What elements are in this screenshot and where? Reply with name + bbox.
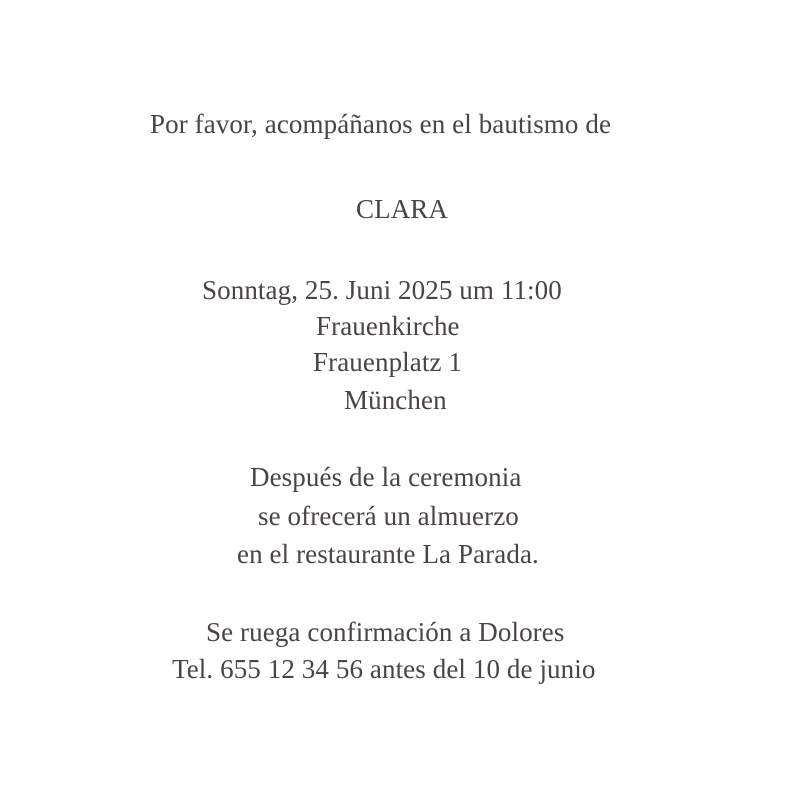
- event-city: München: [344, 385, 447, 415]
- event-street: Frauenplatz 1: [313, 347, 462, 377]
- reception-line-2: se ofrecerá un almuerzo: [258, 501, 519, 531]
- event-venue: Frauenkirche: [316, 311, 460, 341]
- reception-line-3: en el restaurante La Parada.: [237, 539, 539, 569]
- reception-line-1: Después de la ceremonia: [250, 462, 522, 492]
- rsvp-line-1: Se ruega confirmación a Dolores: [206, 617, 565, 647]
- event-datetime: Sonntag, 25. Juni 2025 um 11:00: [202, 275, 562, 305]
- intro-line: Por favor, acompáñanos en el bautismo de: [150, 109, 612, 139]
- child-name: CLARA: [356, 194, 449, 224]
- rsvp-line-2: Tel. 655 12 34 56 antes del 10 de junio: [172, 654, 596, 684]
